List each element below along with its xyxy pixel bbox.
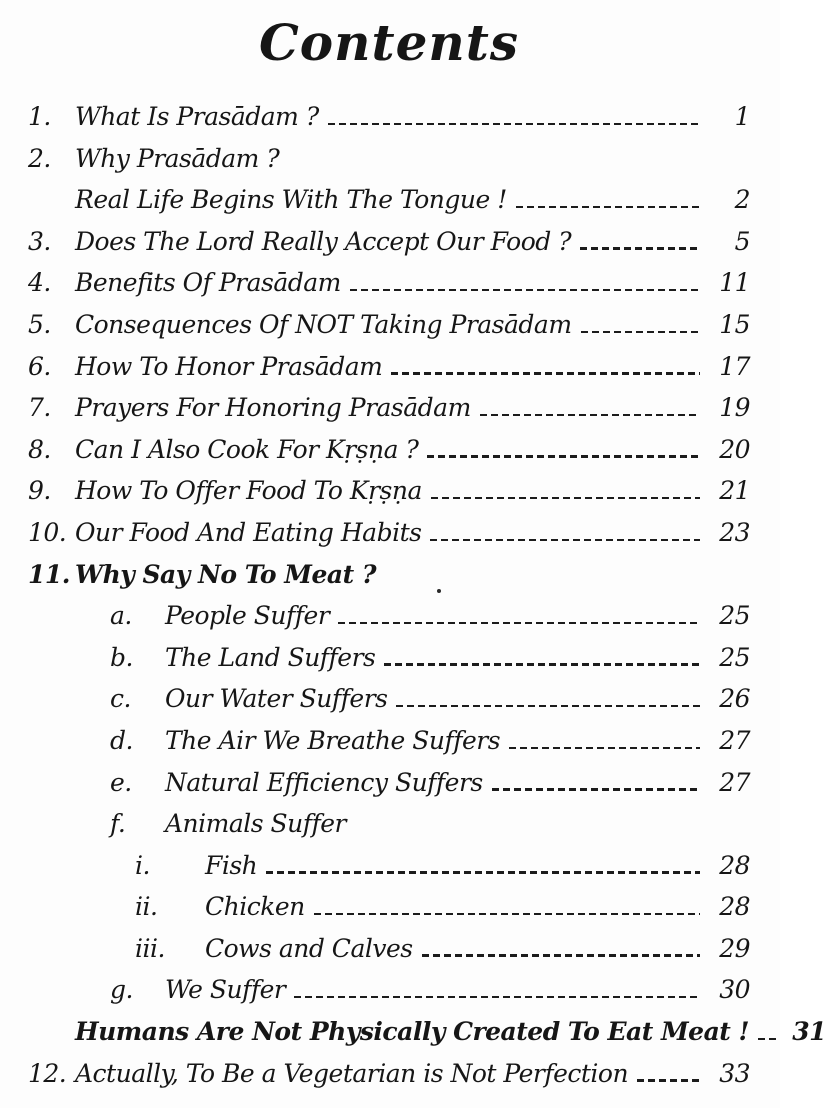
toc-entry <box>28 886 750 928</box>
toc-entry <box>28 179 750 221</box>
dash-leader <box>492 788 700 790</box>
dash-leader <box>350 289 700 291</box>
entry-title: Why Prasādam ? <box>75 143 280 173</box>
entry-title: Benefits Of Prasādam <box>75 268 341 298</box>
toc-entry <box>28 346 750 388</box>
entry-number: ii. <box>135 892 158 922</box>
dash-leader <box>338 622 700 624</box>
entry-number: a. <box>110 601 132 631</box>
toc-entry <box>28 928 750 970</box>
entry-title: Cows and Calves <box>205 933 413 963</box>
toc-list <box>28 96 826 1094</box>
entry-page: 33 <box>719 1058 750 1088</box>
entry-page: 26 <box>719 684 750 714</box>
entry-page: 21 <box>719 476 750 506</box>
entry-number: c. <box>110 684 131 714</box>
toc-entry <box>28 512 750 554</box>
entry-page: 20 <box>719 434 750 464</box>
entry-title: Fish <box>205 850 258 880</box>
entry-title: How To Offer Food To Kṛṣṇa <box>75 476 422 506</box>
entry-title: Humans Are Not Physically Created To Eat Meat ! <box>75 1017 750 1047</box>
dash-leader <box>509 747 700 749</box>
entry-page: 25 <box>719 601 750 631</box>
toc-entry <box>28 637 750 679</box>
entry-number: 5. <box>28 309 51 339</box>
entry-number: e. <box>110 767 132 797</box>
entry-page: 25 <box>719 642 750 672</box>
dash-leader <box>431 497 700 499</box>
dash-leader <box>422 954 700 956</box>
entry-title: Actually, To Be a Vegetarian is Not Perfection <box>75 1058 629 1088</box>
entry-title: Animals Suffer <box>165 809 347 839</box>
dash-leader <box>516 206 700 208</box>
entry-page: 31 <box>792 1017 826 1047</box>
toc-entry <box>28 1053 750 1095</box>
scan-speck <box>437 589 441 593</box>
entry-title: Consequences Of NOT Taking Prasādam <box>75 309 572 339</box>
dash-leader <box>427 455 700 457</box>
dash-leader <box>328 123 700 125</box>
entry-number: 9. <box>28 476 51 506</box>
entry-title: Does The Lord Really Accept Our Food ? <box>75 226 572 256</box>
entry-page: 19 <box>719 393 750 423</box>
toc-entry <box>28 1011 826 1053</box>
entry-title: Prayers For Honoring Prasādam <box>75 393 471 423</box>
toc-entry <box>28 969 750 1011</box>
toc-entry <box>28 221 750 263</box>
entry-title: What Is Prasādam ? <box>75 102 319 131</box>
entry-page: 28 <box>719 892 750 922</box>
entry-number: 2. <box>28 143 51 173</box>
dash-leader <box>480 414 700 416</box>
entry-page: 17 <box>719 351 750 381</box>
dash-leader <box>266 871 700 873</box>
toc-entry <box>28 429 750 471</box>
dash-leader <box>391 372 700 374</box>
toc-entry <box>28 96 750 138</box>
toc-entry <box>28 803 750 845</box>
entry-title: Can I Also Cook For Kṛṣṇa ? <box>75 434 419 464</box>
dash-leader <box>396 705 700 707</box>
entry-page: 27 <box>719 767 750 797</box>
entry-page: 23 <box>719 517 750 547</box>
dash-leader <box>384 663 700 665</box>
entry-number: d. <box>110 725 133 755</box>
dash-leader <box>294 996 700 998</box>
entry-title: Real Life Begins With The Tongue ! <box>75 185 507 215</box>
page-title: Contents <box>258 13 519 72</box>
entry-number: g. <box>110 975 133 1005</box>
entry-number: f. <box>110 809 126 839</box>
entry-number: 11. <box>28 559 70 589</box>
toc-entry <box>28 762 750 804</box>
entry-title: We Suffer <box>165 975 286 1005</box>
entry-number: 12. <box>28 1058 67 1088</box>
dash-leader <box>581 331 700 333</box>
entry-page: 30 <box>719 975 750 1005</box>
dash-leader <box>580 247 700 249</box>
entry-number: 1. <box>28 102 51 131</box>
toc-entry <box>28 554 750 596</box>
entry-number: 10. <box>28 517 67 547</box>
entry-title: Chicken <box>205 892 305 922</box>
entry-number: 4. <box>28 268 51 298</box>
entry-number: 7. <box>28 393 51 423</box>
entry-page: 2 <box>734 185 750 215</box>
entry-title: People Suffer <box>165 601 330 631</box>
toc-entry <box>28 678 750 720</box>
dash-leader <box>758 1038 776 1040</box>
entry-title: Our Water Suffers <box>165 684 388 714</box>
toc-entry <box>28 470 750 512</box>
entry-title: Natural Efficiency Suffers <box>165 767 483 797</box>
entry-page: 11 <box>719 268 750 298</box>
dash-leader <box>430 539 700 541</box>
toc-entry <box>28 262 750 304</box>
toc-entry <box>28 138 750 180</box>
entry-title: The Air We Breathe Suffers <box>165 725 501 755</box>
entry-page: 27 <box>719 725 750 755</box>
entry-number: i. <box>135 850 150 880</box>
toc-entry <box>28 595 750 637</box>
entry-number: 8. <box>28 434 51 464</box>
dash-leader <box>314 913 700 915</box>
toc-entry <box>28 387 750 429</box>
entry-title: How To Honor Prasādam <box>75 351 383 381</box>
entry-page: 5 <box>734 226 750 256</box>
entry-number: 6. <box>28 351 51 381</box>
entry-page: 28 <box>719 850 750 880</box>
entry-page: 1 <box>734 102 750 131</box>
entry-title: Our Food And Eating Habits <box>75 517 422 547</box>
toc-entry <box>28 720 750 762</box>
entry-title: The Land Suffers <box>165 642 376 672</box>
entry-page: 29 <box>719 933 750 963</box>
entry-number: iii. <box>135 933 165 963</box>
entry-page: 15 <box>719 309 750 339</box>
entry-number: 3. <box>28 226 51 256</box>
toc-entry <box>28 304 750 346</box>
toc-entry <box>28 845 750 887</box>
entry-title: Why Say No To Meat ? <box>75 559 376 589</box>
entry-number: b. <box>110 642 133 672</box>
dash-leader <box>637 1079 700 1081</box>
